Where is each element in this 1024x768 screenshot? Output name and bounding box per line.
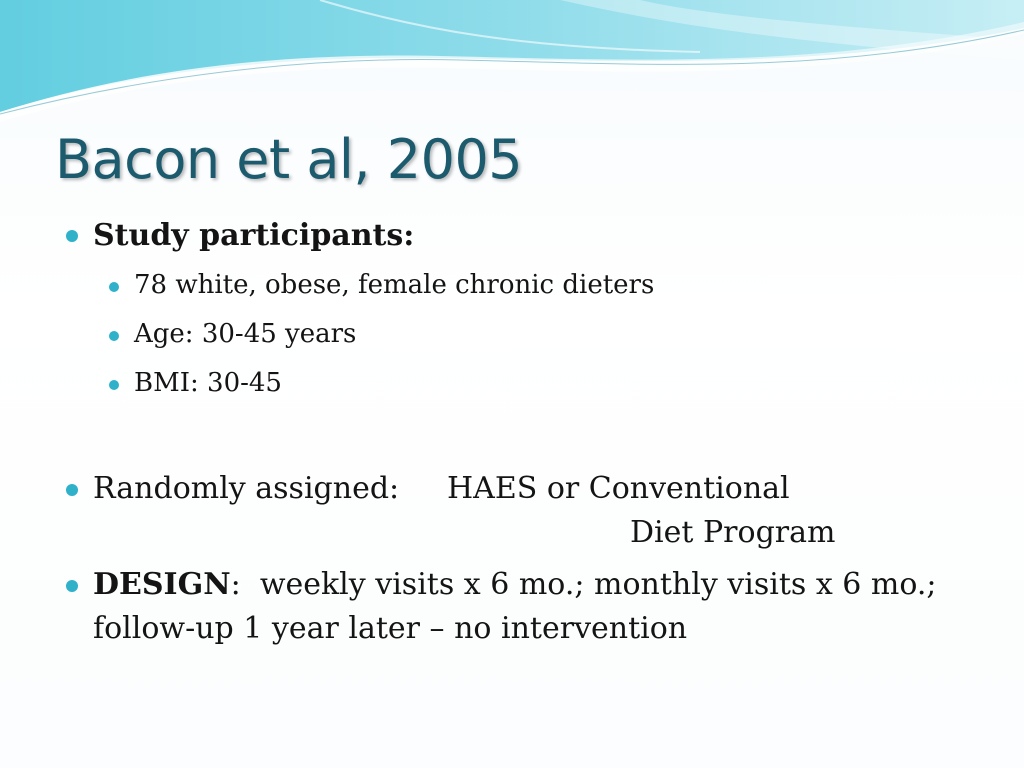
participants-item-1: 78 white, obese, female chronic dieters bbox=[134, 270, 655, 300]
design-line-2: follow-up 1 year later – no intervention bbox=[93, 611, 688, 646]
randomly-value-1: HAES or Conventional bbox=[447, 471, 790, 506]
design-line-1 bbox=[93, 567, 937, 602]
sub-bullet-dot bbox=[109, 380, 119, 390]
participants-item-3: BMI: 30-45 bbox=[134, 368, 282, 398]
randomly-label: Randomly assigned: bbox=[93, 471, 400, 506]
participants-heading: Study participants: bbox=[93, 218, 415, 253]
design-colon: : bbox=[230, 567, 241, 602]
sub-bullet-dot bbox=[109, 282, 119, 292]
participants-item-2: Age: 30-45 years bbox=[134, 319, 357, 349]
sub-bullet-dot bbox=[109, 331, 119, 341]
bullet-dot bbox=[66, 484, 78, 496]
design-text-1: weekly visits x 6 mo.; monthly visits x 6 mo.; bbox=[259, 567, 937, 602]
decorative-wave-header bbox=[0, 0, 1024, 130]
bullet-dot bbox=[66, 230, 78, 242]
bullet-dot bbox=[66, 580, 78, 592]
design-label: DESIGN bbox=[93, 567, 231, 602]
randomly-value-2: Diet Program bbox=[630, 515, 836, 550]
slide-title: Bacon et al, 2005 bbox=[55, 128, 523, 191]
